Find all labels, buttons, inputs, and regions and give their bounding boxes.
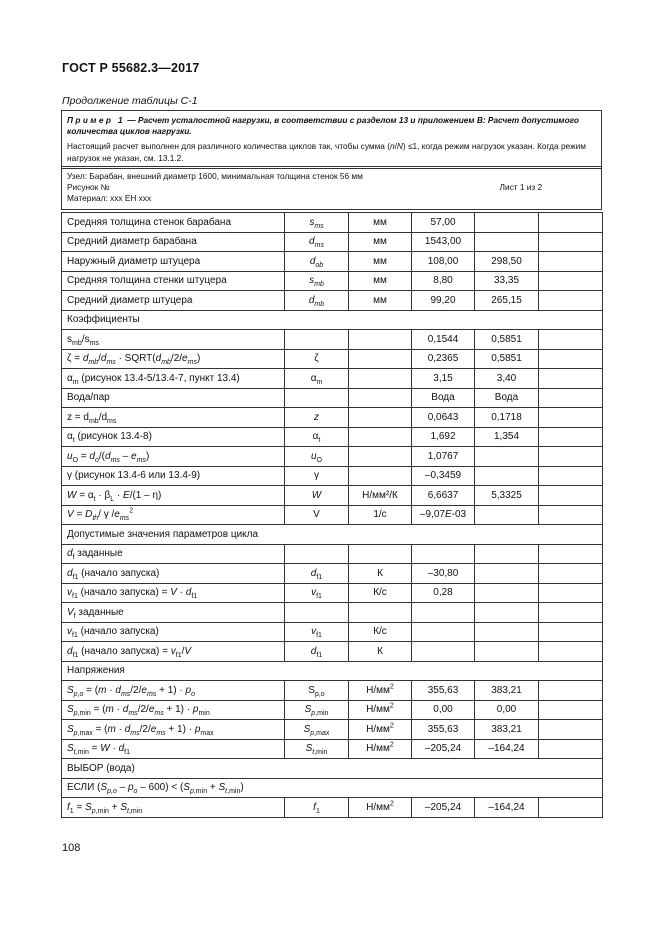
value-cell: –205,24	[412, 798, 475, 818]
value-cell: Вода	[475, 388, 539, 408]
row-label: $s_{mb}/s_{ms}$	[62, 330, 285, 350]
table-row: $S_{p,max} = (m \cdot d_{ms}/2/e_{ms} + 1) \cdot p_{max}$ $S_{p,max}$ $Н/мм^2$ 355,63 383,21	[62, 720, 603, 740]
value-cell: 383,21	[475, 720, 539, 740]
table-row: γ (рисунок 13.4-6 или 13.4-9) γ –0,3459	[62, 466, 603, 486]
unit-info-box	[61, 166, 602, 210]
unit-cell: К/с	[349, 583, 412, 603]
example-header-box	[61, 110, 602, 169]
row-label: $V_f$ заданные	[62, 603, 285, 623]
page-number: 108	[62, 842, 81, 854]
row-label: Средний диаметр штуцера	[62, 291, 285, 311]
table-row: Средняя толщина стенки штуцера $s_{mb}$ мм 8,80 33,35	[62, 271, 603, 291]
value-cell: 1543,00	[412, 232, 475, 252]
value-cell: 298,50	[475, 252, 539, 272]
value-cell: 383,21	[475, 681, 539, 701]
row-label: $\alpha_t$ (рисунок 13.4-8)	[62, 427, 285, 447]
table-row: $f_1 = S_{p,min} + S_{t,min}$ $f_1$ $Н/мм^2$ –205,24 –164,24	[62, 798, 603, 818]
row-label: $v_{f1}$ (начало запуска)	[62, 622, 285, 642]
value-cell: –9,07E-03	[412, 505, 475, 525]
unit-line: Узел: Барабан, внешний диаметр 1600, минимальная толщина стенок 56 мм	[67, 171, 363, 181]
table-row: Наружный диаметр штуцера $d_{ob}$ мм 108,00 298,50	[62, 252, 603, 272]
row-label: $d_f$ заданные	[62, 544, 285, 564]
table-row: $W = \alpha_t \cdot \beta_L \cdot E/(1 - \eta)$ W Н/мм²/К 6,6637 5,3325	[62, 486, 603, 506]
condition-label: ЕСЛИ $(S_{p,o} - p_o - 600) < (S_{p,min} + S_{t,min})$	[62, 778, 603, 798]
value-cell: 355,63	[412, 720, 475, 740]
section-label: ВЫБОР (вода)	[62, 759, 603, 779]
value-cell: 108,00	[412, 252, 475, 272]
document-header: ГОСТ Р 55682.3—2017	[62, 61, 200, 75]
section-row	[62, 661, 603, 681]
row-label: Вода/пар	[62, 388, 285, 408]
value-cell: 0,28	[412, 583, 475, 603]
material-line: Материал: ххх ЕН ххх	[67, 193, 152, 204]
row-label: Средняя толщина стенок барабана	[62, 213, 285, 233]
unit-cell: К	[349, 564, 412, 584]
row-label: $f_1 = S_{p,min} + S_{t,min}$	[62, 798, 285, 818]
row-label: $S_{p,max} = (m \cdot d_{ms}/2/e_{ms} + 1) \cdot p_{max}$	[62, 720, 285, 740]
table-row: $\alpha_t$ (рисунок 13.4-8) $\alpha_t$ 1,692 1,354	[62, 427, 603, 447]
table-row: $\zeta = d_{mb}/d_{ms}$ · $SQRT(d_{mb}/2/e_{ms})$ ζ 0,2365 0,5851	[62, 349, 603, 369]
row-label: $d_{f1}$ (начало запуска) = $v_{f1}/V$	[62, 642, 285, 662]
unit-cell: К/с	[349, 622, 412, 642]
section-row	[62, 525, 603, 545]
unit-cell: 1/с	[349, 505, 412, 525]
value-cell: 6,6637	[412, 486, 475, 506]
row-label: Средний диаметр барабана	[62, 232, 285, 252]
value-cell: 3,40	[475, 369, 539, 389]
example-title: Пример 1 — Расчет усталостной нагрузки, в соответствии с разделом 13 и приложением В: Расчет допустимого количества циклов нагрузки.	[67, 115, 579, 137]
unit-info	[62, 167, 440, 210]
row-label: $d_{f1}$ (начало запуска)	[62, 564, 285, 584]
row-label: $z = d_{mb}/d_{ms}$	[62, 408, 285, 428]
value-cell: 99,20	[412, 291, 475, 311]
table-row: Средний диаметр барабана $d_{ms}$ мм 1543,00	[62, 232, 603, 252]
row-label: $S_{p,o} = (m \cdot d_{ms}/2/e_{ms} + 1) \cdot p_o$	[62, 681, 285, 701]
value-cell: 355,63	[412, 681, 475, 701]
row-label: $v_{f1}$ (начало запуска) = $V \cdot d_{f1}$	[62, 583, 285, 603]
row-label: $S_{t,min} = W \cdot d_{f1}$	[62, 739, 285, 759]
table-row: $z = d_{mb}/d_{ms}$ z 0,0643 0,1718	[62, 408, 603, 428]
value-cell: –205,24	[412, 739, 475, 759]
section-label: Коэффициенты	[62, 310, 603, 330]
value-cell: 57,00	[412, 213, 475, 233]
section-row	[62, 778, 603, 798]
value-cell: 0,5851	[475, 330, 539, 350]
table-row	[62, 603, 603, 623]
example-description	[62, 111, 602, 169]
row-label: $V = D_{th}/$ γ $/e_{ms}^2$	[62, 505, 285, 525]
section-row	[62, 759, 603, 779]
unit-cell: Н/мм²/К	[349, 486, 412, 506]
section-label: Напряжения	[62, 661, 603, 681]
table-row	[62, 330, 603, 350]
section-label: Допустимые значения параметров цикла	[62, 525, 603, 545]
table-row: $u_O = d_o/(d_{ms} - e_{ms})$ $u_O$ 1,0767	[62, 447, 603, 467]
example-note: Настоящий расчет выполнен для различного количества циклов так, чтобы сумма (n/N) ≤1, когда режим нагрузок указан. Когда режим нагрузок не указан, см. 13.1.2.	[67, 141, 586, 163]
value-cell: 0,00	[412, 700, 475, 720]
value-cell: 0,2365	[412, 349, 475, 369]
table-row: $d_{f1}$ (начало запуска) = $v_{f1}/V$ $d_{f1}$ К	[62, 642, 603, 662]
value-cell: 1,354	[475, 427, 539, 447]
value-cell: –30,80	[412, 564, 475, 584]
value-cell: Вода	[412, 388, 475, 408]
value-cell: 265,15	[475, 291, 539, 311]
row-label: Наружный диаметр штуцера	[62, 252, 285, 272]
table-row	[62, 544, 603, 564]
table-row: $\alpha_m$ (рисунок 13.4-5/13.4-7, пункт 13.4) $\alpha_m$ 3,15 3,40	[62, 369, 603, 389]
row-label: $u_O = d_o/(d_{ms} - e_{ms})$	[62, 447, 285, 467]
row-label: Средняя толщина стенки штуцера	[62, 271, 285, 291]
figure-line: Рисунок №	[67, 182, 110, 193]
row-label: $\alpha_m$ (рисунок 13.4-5/13.4-7, пункт 13.4)	[62, 369, 285, 389]
value-cell: 0,0643	[412, 408, 475, 428]
table-row	[62, 388, 603, 408]
value-cell: –164,24	[475, 739, 539, 759]
value-cell: –164,24	[475, 798, 539, 818]
row-label: γ (рисунок 13.4-6 или 13.4-9)	[62, 466, 285, 486]
table-row: Средний диаметр штуцера $d_{mb}$ мм 99,20 265,15	[62, 291, 603, 311]
table-continuation-caption: Продолжение таблицы С-1	[62, 95, 198, 107]
table-row: $d_{f1}$ (начало запуска) $d_{f1}$ К –30,80	[62, 564, 603, 584]
value-cell: 8,80	[412, 271, 475, 291]
calculation-table	[61, 212, 603, 818]
value-cell: 0,5851	[475, 349, 539, 369]
value-cell: 3,15	[412, 369, 475, 389]
value-cell: 1,692	[412, 427, 475, 447]
value-cell: 0,00	[475, 700, 539, 720]
sheet-number: Лист 1 из 2	[440, 167, 602, 210]
row-label: $\zeta = d_{mb}/d_{ms}$ · $SQRT(d_{mb}/2/e_{ms})$	[62, 349, 285, 369]
table-row: $S_{p,min} = (m \cdot d_{ms}/2/e_{ms} + 1) \cdot p_{min}$ $S_{p,min}$ $Н/мм^2$ 0,00 0,00	[62, 700, 603, 720]
table-row: $S_{t,min} = W \cdot d_{f1}$ $S_{t,min}$ $Н/мм^2$ –205,24 –164,24	[62, 739, 603, 759]
row-label: $W = \alpha_t \cdot \beta_L \cdot E/(1 - \eta)$	[62, 486, 285, 506]
table-row: Средняя толщина стенок барабана $s_{ms}$ мм 57,00	[62, 213, 603, 233]
table-row: $v_{f1}$ (начало запуска) = $V \cdot d_{f1}$ $v_{f1}$ К/с 0,28	[62, 583, 603, 603]
value-cell: 0,1718	[475, 408, 539, 428]
table-row: $v_{f1}$ (начало запуска) $v_{f1}$ К/с	[62, 622, 603, 642]
value-cell: 0,1544	[412, 330, 475, 350]
value-cell: 1,0767	[412, 447, 475, 467]
value-cell: 5,3325	[475, 486, 539, 506]
table-row: $S_{p,o} = (m \cdot d_{ms}/2/e_{ms} + 1) \cdot p_o$ $S_{p,o}$ $Н/мм^2$ 355,63 383,21	[62, 681, 603, 701]
table-row: $V = D_{th}/$ γ $/e_{ms}^2$ V 1/с –9,07E-03	[62, 505, 603, 525]
value-cell: 33,35	[475, 271, 539, 291]
row-label: $S_{p,min} = (m \cdot d_{ms}/2/e_{ms} + 1) \cdot p_{min}$	[62, 700, 285, 720]
value-cell: –0,3459	[412, 466, 475, 486]
section-row	[62, 310, 603, 330]
unit-cell: К	[349, 642, 412, 662]
